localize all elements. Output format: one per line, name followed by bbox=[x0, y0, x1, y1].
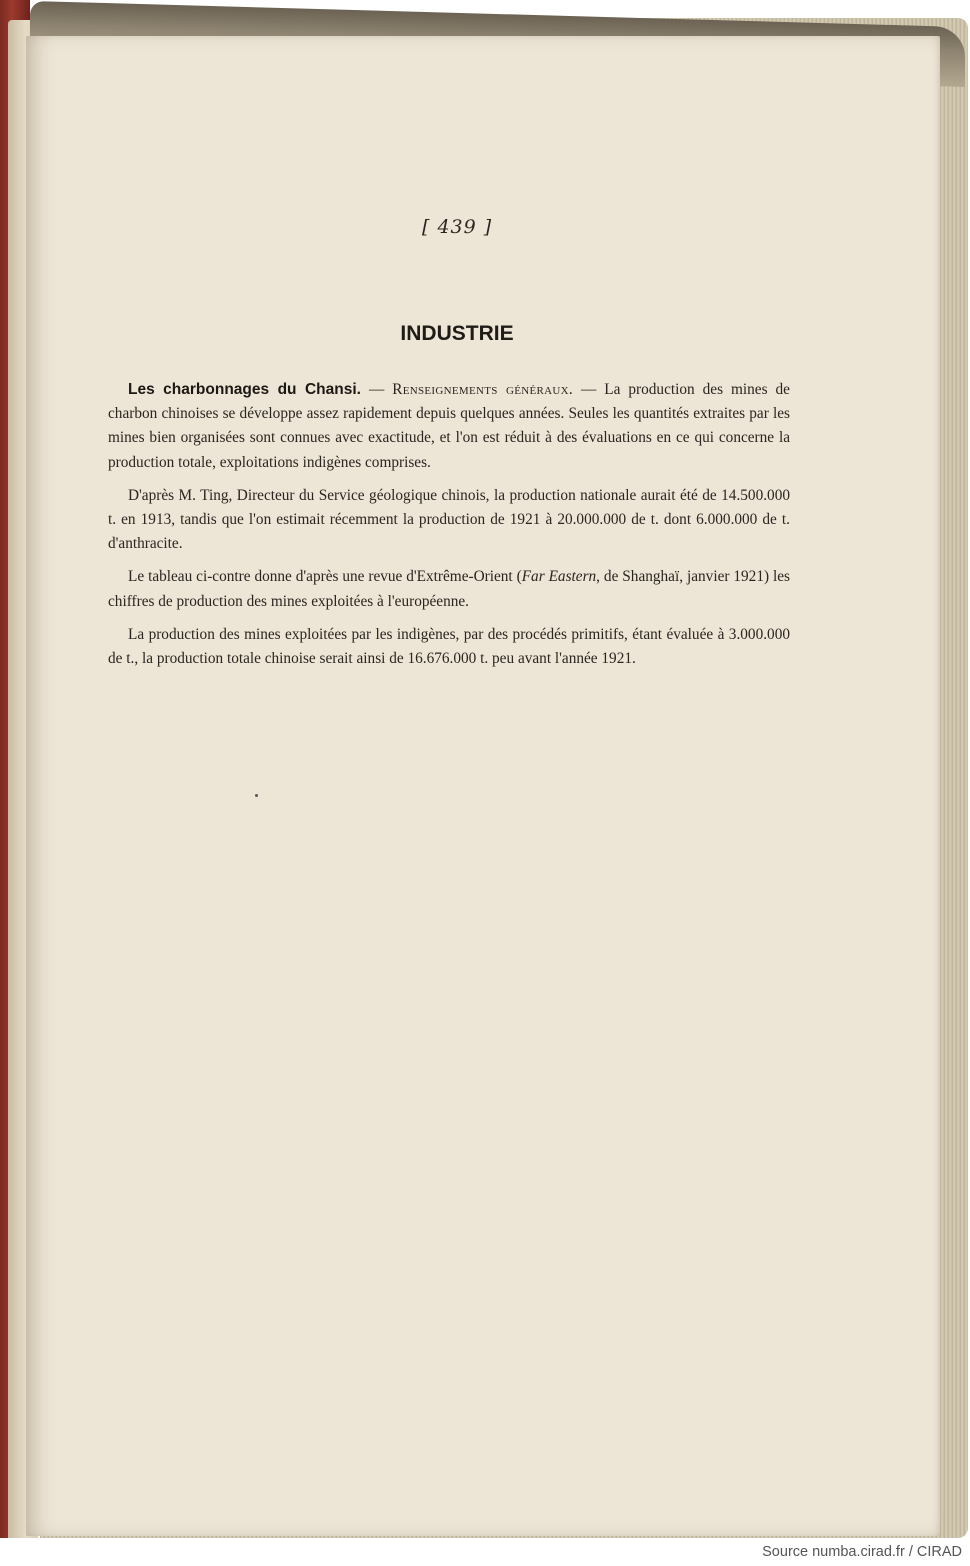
paragraph-2: D'après M. Ting, Directeur du Service géologique chinois, la production nationale aurait été de 14.500.000 t. en 1913, tandis que l'on estimait récemment la production de 1921 à 20.000.000 de t. dont 6.000.000 de t. d'anthracite. bbox=[108, 486, 790, 553]
paragraph-1-text: — La production des mines de charbon chinoises se développe assez rapidement depuis quelques années. Seules les quantités extraites par les mines bien organisées sont connues avec exactitude, et l'on est réduit à des évaluations en ce qui concerne la production totale, exploitations indigènes comprises. bbox=[108, 381, 790, 471]
paragraph-4: La production des mines exploitées par les indigènes, par des procédés primitifs, étant évaluée à 3.000.000 de t., la production totale chinoise serait ainsi de 16.676.000 t. peu avant l'année 1921. bbox=[108, 625, 790, 668]
page-sheet bbox=[26, 36, 940, 1536]
subsection-label: Renseignements généraux. bbox=[392, 381, 573, 398]
paragraph-1 bbox=[108, 378, 790, 475]
paragraph-3 bbox=[108, 565, 790, 613]
section-heading: INDUSTRIE bbox=[400, 322, 514, 345]
dash: — bbox=[360, 381, 393, 398]
paragraph-3-text-b: , de Shanghaï, janvier 1921) les chiffres de production des mines exploitées à l'européenne. bbox=[108, 568, 790, 610]
paragraph-3-text-a: Le tableau ci-contre donne d'après une revue d'Extrême-Orient ( bbox=[128, 568, 522, 586]
body-text bbox=[108, 378, 790, 680]
source-credit: Source numba.cirad.fr / CIRAD bbox=[762, 1544, 962, 1560]
paper-speck bbox=[255, 794, 258, 797]
journal-title: Far Eastern bbox=[521, 568, 597, 586]
page-number: [ 439 ] bbox=[422, 216, 493, 238]
paragraph-lead-title: Les charbonnages du Chansi. bbox=[128, 381, 361, 398]
